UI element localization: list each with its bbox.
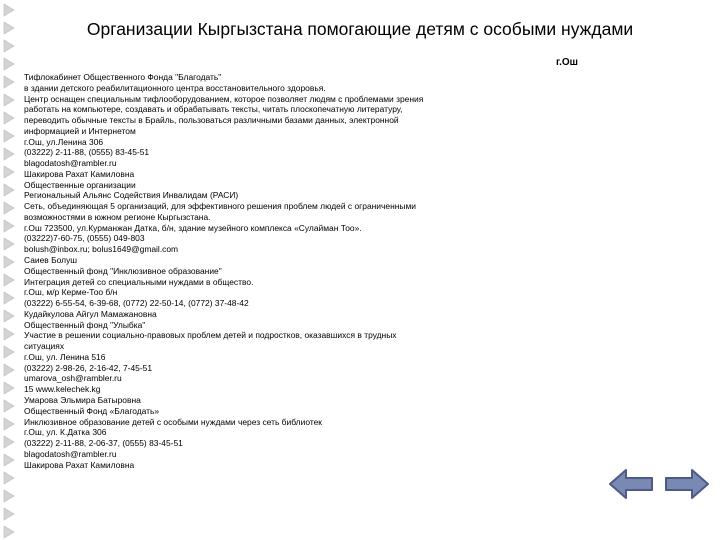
text-line: Умарова Эльмира Батыровна [24, 394, 141, 405]
text-line: Шакирова Рахат Камиловна [24, 459, 135, 470]
text-line: Сеть, объединяющая 5 организаций, для эффективного решения проблем людей с ограниченными [24, 201, 416, 212]
text-line: переводить обычные тексты в Брайль, пользоваться различными базами данных, электронной [24, 115, 399, 126]
bullet-triangle-icon [4, 526, 14, 538]
bullet-triangle-icon [4, 364, 14, 376]
text-line: Центр оснащен специальным тифлооборудованием, которое позволяет людям с проблемами зрения [24, 93, 424, 104]
city-label: г.Ош [555, 57, 578, 68]
bullet-triangle-icon [4, 40, 14, 52]
text-line: г.Ош, ул.Ленина 306 [24, 136, 104, 147]
bullet-triangle-icon [4, 130, 14, 142]
bullet-triangle-icon [4, 508, 14, 520]
bullet-triangle-icon [4, 238, 14, 250]
bullet-triangle-icon [4, 166, 14, 178]
text-line: Участие в решении социально-правовых проблем детей и подростков, оказавшихся в трудных [24, 330, 397, 341]
bullet-triangle-icon [4, 58, 14, 70]
bullet-triangle-icon [4, 310, 14, 322]
text-line: (03222) 2-98-26, 2-16-42, 7-45-51 [24, 362, 153, 373]
text-line: работать на компьютере, создавать и обрабатывать тексты, читать плоскопечатную литературу, [24, 104, 403, 115]
text-line: Интеграция детей со специальными нуждами в общество. [24, 276, 254, 287]
bullet-triangle-icon [4, 400, 14, 412]
decorative-bullet-strip [0, 0, 17, 540]
text-line: 15 www.kelechek.kg [24, 384, 101, 395]
text-line: Тифлокабинет Общественного Фонда "Благодать" [24, 72, 222, 82]
text-line: (03222) 6-55-54, 6-39-68, (0772) 22-50-14, (0772) 37-48-42 [24, 298, 249, 309]
text-line: информацией и Интернетом [24, 125, 136, 136]
text-line: Общественный Фонд «Благодать» [24, 405, 160, 416]
text-line: ситуациях [24, 341, 65, 352]
bullet-triangle-icon [4, 220, 14, 232]
bullet-triangle-icon [4, 256, 14, 268]
text-line: в здании детского реабилитационного центра восстановительного здоровья. [24, 82, 326, 93]
text-line: Инклюзивное образование детей с особыми нуждами через сеть библиотек [24, 416, 322, 427]
text-line: г.Ош 723500, ул.Курманжан Датка, б/н, здание музейного комплекса «Сулайман Тоо». [24, 222, 362, 233]
bullet-triangle-icon [4, 436, 14, 448]
text-line: Региональный Альянс Содействия Инвалидам (РАСИ) [24, 190, 239, 201]
text-line: г.Ош, ул. Ленина 516 [24, 351, 106, 362]
text-line: Общественный фонд "Инклюзивное образование" [24, 265, 222, 276]
text-line: Кудайкулова Айгул Мамажановна [24, 308, 157, 319]
organizations-text [24, 72, 534, 470]
email-line: umarova_osh@rambler.ru [24, 373, 122, 384]
page-title: Организации Кыргызстана помогающие детям с особыми нуждами [86, 19, 634, 39]
text-line: г.Ош, ул. К.Датка 306 [24, 427, 107, 438]
bullet-triangle-icon [4, 202, 14, 214]
previous-arrow-icon[interactable] [610, 470, 652, 498]
navigation-arrows [608, 466, 710, 502]
text-line: Шакирова Рахат Камиловна [24, 168, 135, 179]
bullet-triangle-icon [4, 490, 14, 502]
email-line: bolush@inbox.ru; bolus1649@gmail.com [24, 244, 179, 255]
bullet-triangle-icon [4, 292, 14, 304]
bullet-triangle-icon [4, 346, 14, 358]
bullet-triangle-icon [4, 148, 14, 160]
text-line: г.Ош, м/р Керме-Тоо б/н [24, 287, 118, 298]
text-line: Общественный фонд "Улыбка" [24, 319, 146, 330]
bullet-triangle-icon [4, 454, 14, 466]
bullet-triangle-icon [4, 418, 14, 430]
email-line: blagodatosh@rambler.ru [24, 448, 117, 459]
bullet-triangle-icon [4, 382, 14, 394]
text-line: Саиев Болуш [24, 255, 78, 266]
bullet-triangle-icon [4, 184, 14, 196]
bullet-triangle-icon [4, 328, 14, 340]
text-line: (03222) 2-11-88, (0555) 83-45-51 [24, 147, 150, 158]
text-line: (03222)7-60-75, (0555) 049-803 [24, 233, 145, 244]
bullet-triangle-icon [4, 94, 14, 106]
text-line: возможностями в южном регионе Кыргызстана. [24, 211, 211, 222]
bullet-triangle-icon [4, 274, 14, 286]
next-arrow-icon[interactable] [666, 470, 708, 498]
text-line: (03222) 2-11-88, 2-06-37, (0555) 83-45-51 [24, 438, 183, 449]
bullet-triangle-icon [4, 76, 14, 88]
email-line: blagodatosh@rambler.ru [24, 158, 117, 169]
text-line: Общественные организации [24, 179, 136, 190]
bullet-triangle-icon [4, 472, 14, 484]
bullet-triangle-icon [4, 112, 14, 124]
bullet-triangle-icon [4, 4, 14, 16]
